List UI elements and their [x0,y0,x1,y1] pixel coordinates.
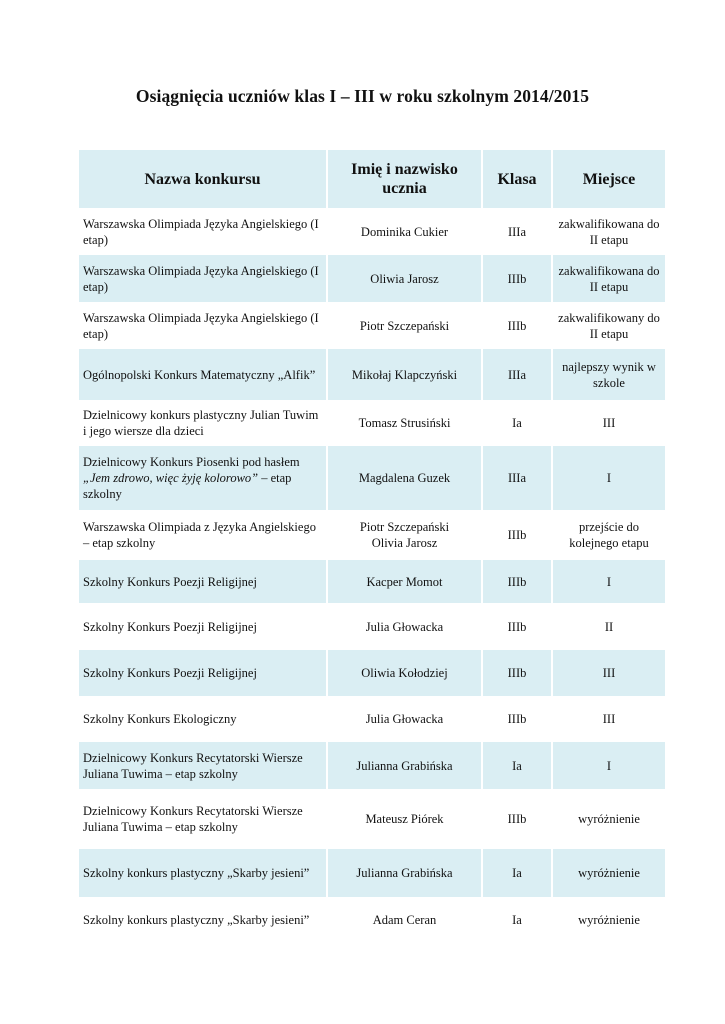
class-cell: IIIb [482,650,552,696]
table-row [79,400,665,446]
contest-name-cell: Szkolny Konkurs Ekologiczny [83,712,237,726]
student-name-cell: Dominika Cukier [327,208,482,255]
class-cell: IIIb [482,696,552,742]
student-name-cell: Oliwia Kołodziej [327,650,482,696]
contest-name-cell: Szkolny Konkurs Poezji Religijnej [83,619,257,634]
table-row [79,696,665,742]
student-name-cell: Adam Ceran [327,897,482,943]
contest-name-cell: Dzielnicowy konkurs plastyczny Julian Tuwim i jego wiersze dla dzieci [83,408,319,438]
table-row [79,849,665,897]
student-name-cell: Piotr Szczepański [327,302,482,349]
place-cell: III [552,696,665,742]
class-cell: IIIb [482,560,552,603]
student-name-cell: Kacper Momot [327,560,482,603]
contest-name-cell [79,446,327,510]
contest-name-cell: Warszawska Olimpiada Języka Angielskiego (I etap) [83,310,319,341]
student-name-cell: Julia Głowacka [327,603,482,650]
header-class: Klasa [482,150,552,208]
table-row [79,208,665,255]
class-cell: Ia [482,400,552,446]
student-name-cell: Julia Głowacka [327,696,482,742]
place-cell: zakwalifikowana do II etapu [552,255,665,302]
class-cell: Ia [482,897,552,943]
header-student-name: Imię i nazwisko ucznia [327,150,482,208]
table-header-row [79,150,665,208]
place-cell: wyróżnienie [552,789,665,849]
class-cell: IIIb [482,789,552,849]
place-cell: przejście do kolejnego etapu [552,510,665,560]
place-cell: wyróżnienie [552,849,665,897]
student-name-cell: Julianna Grabińska [327,849,482,897]
student-name-cell: Julianna Grabińska [327,742,482,789]
table-row [79,302,665,349]
contest-name-cell: Szkolny Konkurs Poezji Religijnej [79,560,327,603]
contest-name-cell: Ogólnopolski Konkurs Matematyczny „Alfik” [79,349,327,400]
table-row [79,349,665,400]
student-name-cell: Mikołaj Klapczyński [327,349,482,400]
header-contest-name: Nazwa konkursu [79,150,327,208]
table-row [79,603,665,650]
page-title: Osiągnięcia uczniów klas I – III w roku szkolnym 2014/2015 [135,86,590,106]
place-cell: III [552,400,665,446]
contest-name-cell: Dzielnicowy Konkurs Recytatorski Wiersze Juliana Tuwima – etap szkolny [83,804,303,834]
contest-name-cell: Warszawska Olimpiada z Języka Angielskiego – etap szkolny [83,520,316,550]
place-cell: I [552,560,665,603]
student-name-cell [327,510,482,560]
class-cell: Ia [482,849,552,897]
class-cell: IIIb [482,510,552,560]
contest-name-cell: Warszawska Olimpiada Języka Angielskiego (I etap) [83,216,319,247]
contest-name-part: – etap szkolny [83,471,292,501]
table-row [79,897,665,943]
table-row [79,650,665,696]
contest-name-cell: Szkolny konkurs plastyczny „Skarby jesieni” [79,849,327,897]
class-cell: IIIa [482,446,552,510]
results-table [79,150,665,943]
table-row [79,560,665,603]
student-name-cell: Magdalena Guzek [327,446,482,510]
contest-name-cell: Szkolny Konkurs Poezji Religijnej [79,650,327,696]
contest-name-part: Dzielnicowy Konkurs Piosenki pod hasłem [83,455,300,469]
place-cell: III [552,650,665,696]
contest-name-cell: Dzielnicowy Konkurs Recytatorski Wiersze Juliana Tuwima – etap szkolny [79,742,327,789]
place-cell: II [552,603,665,650]
class-cell: IIIb [482,302,552,349]
header-place: Miejsce [552,150,665,208]
contest-name-cell: Warszawska Olimpiada Języka Angielskiego (I etap) [79,255,327,302]
student-name: Olivia Jarosz [371,536,438,550]
contest-motto: „Jem zdrowo, więc żyję kolorowo” [83,471,259,485]
table-row [79,510,665,560]
class-cell: IIIa [482,208,552,255]
student-name: Piotr Szczepański [359,520,450,534]
place-cell: zakwalifikowany do II etapu [552,302,665,349]
place-cell: najlepszy wynik w szkole [552,349,665,400]
table-row [79,446,665,510]
table-row [79,789,665,849]
place-cell: I [552,446,665,510]
class-cell: IIIb [482,255,552,302]
place-cell: wyróżnienie [552,897,665,943]
student-name-cell: Tomasz Strusiński [327,400,482,446]
class-cell: IIIa [482,349,552,400]
place-cell: I [552,742,665,789]
table-row [79,255,665,302]
student-name-cell: Oliwia Jarosz [327,255,482,302]
class-cell: Ia [482,742,552,789]
table-row [79,742,665,789]
place-cell: zakwalifikowana do II etapu [552,208,665,255]
class-cell: IIIb [482,603,552,650]
student-name-cell: Mateusz Piórek [327,789,482,849]
contest-name-cell: Szkolny konkurs plastyczny „Skarby jesieni” [83,913,310,927]
